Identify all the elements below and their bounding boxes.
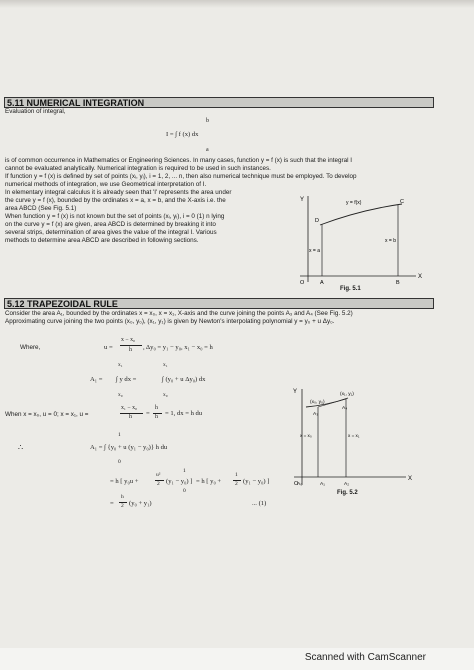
eq-u-denominator: h <box>129 347 132 353</box>
equation-number: ... (1) <box>252 500 267 507</box>
limit-lower: x₀ <box>163 392 168 398</box>
para-line: area ABCD (See Fig. 5.1) <box>5 205 77 212</box>
point-c-label: C <box>400 199 404 205</box>
para-line: If function y = f (x) is defined by set of points (xᵢ, yᵢ), i = 1, 2, ... n, then also numerical technique must be employed. To develop <box>5 173 357 180</box>
a1-label: A₁ <box>320 482 325 487</box>
when-numerator-2: h <box>155 405 158 411</box>
integral-upper-limit: b <box>206 118 209 124</box>
limit-lower: 0 <box>118 459 121 465</box>
where-label: Where, <box>20 344 41 351</box>
derivation-line-2b: (y₁ − y₀) ] <box>166 478 193 485</box>
para-line: the curve y = f (x), bounded by the ordinates x = a, x = b, and the X-axis i.e. the <box>5 197 226 204</box>
when-denominator-2: h <box>155 414 158 420</box>
eq-a1-lhs: A₁ = <box>90 376 103 383</box>
ordinate-x1-label: x = x₁ <box>348 433 360 438</box>
derivation-line-1: A₁ = ∫ {y₀ + u (y₁ − y₀)} h du <box>90 444 168 451</box>
half-denominator: 2 <box>235 481 238 487</box>
ordinate-x0-label: x = x₀ <box>300 433 312 438</box>
y-axis-label: Y <box>293 389 298 395</box>
footer-bar <box>0 648 474 670</box>
limit-upper: 1 <box>118 432 121 438</box>
para-line: numerical methods of integration, we use Geometrical interpretation of I. <box>5 181 207 188</box>
eq-a1-mid: ∫ y dx = <box>116 376 137 383</box>
para-line: Consider the area A₁, bounded by the ordinates x = x₀, x = x₁, X-axis and the curve joining the points A₃ and A₄ (See Fig. 5.2) <box>5 310 353 317</box>
para-line: on the curve y = f (x) are given, area ABCD is determined by breaking it into <box>5 221 216 228</box>
u2-numerator: u² <box>156 472 161 478</box>
eq-u-numerator: x − x₀ <box>121 337 135 343</box>
when-numerator: x₁ − x₀ <box>121 405 138 411</box>
integral-lower-limit: a <box>206 147 209 153</box>
x-axis-label: X <box>408 476 413 482</box>
x-axis-label: X <box>418 274 423 280</box>
fig-5-1-caption: Fig. 5.1 <box>340 286 361 292</box>
a3-label: A₃ <box>313 412 319 417</box>
para-line: When function y = f (x) is not known but the set of points (xᵢ, yᵢ), i = 0 (1) n lying <box>5 213 225 220</box>
limit-lower: x₀ <box>118 392 123 398</box>
derivation-line-2a: = h [ y₀u + <box>110 478 139 485</box>
eq-u-lhs: u = <box>104 344 113 351</box>
therefore-symbol: ∴ <box>18 443 24 452</box>
a4-label: A₄ <box>342 406 348 411</box>
origin-label: O <box>300 280 305 286</box>
intro-text: Evaluation of integral, <box>5 108 66 115</box>
para-line: several strips, determination of area gives the value of the integral I. Various <box>5 229 217 236</box>
h-denominator: 2 <box>121 503 124 509</box>
para-line: is of common occurrence in Mathematics or Engineering Sciences. In many cases, function y = f (x) is such that the integral I <box>5 157 353 164</box>
para-line: Approximating curve joining the two points (x₀, y₀), (x₁, y₁) is given by Newton's interpolating polynomial y = y₀ + u Δy₀. <box>5 318 335 325</box>
eq-a1-rhs: ∫ (y₀ + u Δy₀) dx <box>162 376 206 383</box>
derivation-line-3b: (y₀ + y₁) <box>129 500 152 507</box>
section-511-heading: 5.11 NUMERICAL INTEGRATION <box>4 97 434 108</box>
when-rest: = 1, dx = h du <box>165 410 203 417</box>
derivation-line-3a: = <box>110 500 114 507</box>
ordinate-a-label: x = a <box>309 248 320 254</box>
ordinate-b-label: x = b <box>385 238 396 244</box>
when-denominator: h <box>129 414 132 420</box>
y-axis-label: Y <box>300 197 305 203</box>
derivation-line-2c: = h [ y₀ + <box>196 478 222 485</box>
eq-u-rest: , Δy₀ = y₁ − y₀, x₁ − x₀ = h <box>143 344 213 351</box>
para-line: In elementary integral calculus it is already seen that 'I' represents the area under <box>5 189 232 196</box>
point-a-label: A <box>320 280 324 286</box>
page-top-shadow <box>0 0 474 8</box>
fig-5-2-caption: Fig. 5.2 <box>337 490 358 496</box>
when-line: When x = x₀, u = 0; x = x₁, u = <box>5 411 89 418</box>
integral-expression: I = ∫ f (x) dx <box>166 131 199 138</box>
para-line: methods to determine area ABCD are described in following sections. <box>5 237 199 244</box>
point-p1-label: (x₁, y₁) <box>340 392 354 397</box>
limit-lower: 0 <box>183 488 186 494</box>
curve-label: y = f(x) <box>346 200 362 206</box>
para-line: cannot be evaluated analytically. Numerical integration is required to be used in such instances. <box>5 165 271 172</box>
when-equals: = <box>146 410 150 417</box>
point-b-label: B <box>396 280 400 286</box>
curve <box>320 204 402 225</box>
limit-upper: x₁ <box>118 362 123 368</box>
point-p0-label: (x₀, y₀) <box>310 400 325 405</box>
limit-upper: 1 <box>183 468 186 474</box>
section-512-heading: 5.12 TRAPEZOIDAL RULE <box>4 298 434 309</box>
u2-denominator: 2 <box>157 481 160 487</box>
origin-label: O <box>294 481 299 487</box>
h-numerator: h <box>121 494 124 500</box>
derivation-line-2d: (y₁ − y₀) ] <box>243 478 270 485</box>
figure-5-2 <box>288 385 418 495</box>
a2-label: A₂ <box>344 482 350 487</box>
fraction-bar <box>120 345 142 346</box>
limit-upper: x₁ <box>163 362 168 368</box>
footer-watermark: Scanned with CamScanner <box>304 652 426 663</box>
a0-label: A₀ <box>297 482 303 487</box>
point-d-label: D <box>315 218 319 224</box>
half-numerator: 1 <box>235 472 238 478</box>
